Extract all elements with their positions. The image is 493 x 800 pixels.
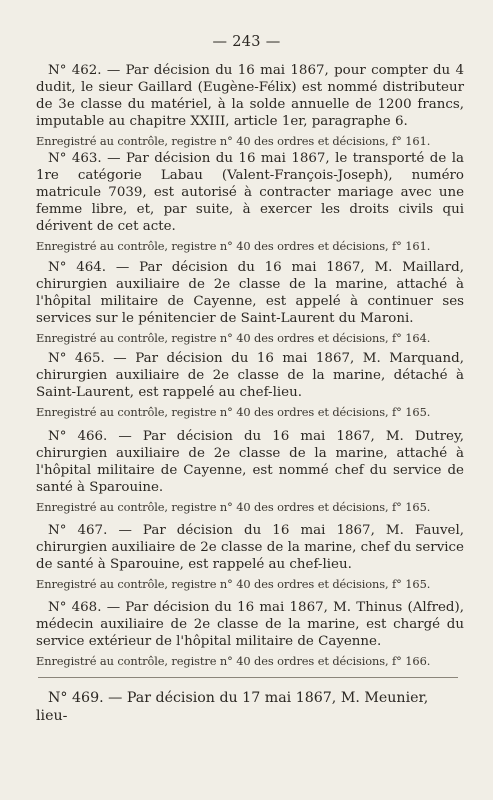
entry-body: — Par décision du 16 mai 1867, M. Thinus (Alfred), médecin auxiliaire de 2e classe de la marine, est chargé du service extérieur de l'hôpital militaire de Cayenne. [36, 600, 464, 649]
entry-number: N° 467. [48, 523, 108, 538]
entry-body: — Par décision du 16 mai 1867, M. Maillard, chirurgien auxiliaire de 2e classe de la marine, attaché à l'hôpital militaire de Cayenne, est appelé à continuer ses services sur le pénitencier de Saint-Laurent du Maroni. [36, 260, 464, 326]
entry-number: N° 463. [48, 151, 102, 166]
entry-paragraph [36, 350, 464, 401]
decision-entry-466 [36, 428, 464, 515]
entry-paragraph [36, 150, 464, 235]
registry-note: Enregistré au contrôle, registre n° 40 des ordres et décisions, f° 161. [36, 239, 431, 253]
entry-body: — Par décision du 16 mai 1867, M. Fauvel, chirurgien auxiliaire de 2e classe de la marine, chef du service de santé à Sparouine, est rappelé au chef-lieu. [36, 523, 465, 572]
decision-entry-465 [36, 350, 464, 420]
entry-number: N° 469. [48, 690, 104, 706]
decision-entry-468 [36, 599, 464, 669]
entry-body: — Par décision du 16 mai 1867, le transporté de la 1re catégorie Labau (Valent-François-Joseph), numéro matricule 7039, est autorisé à contracter mariage avec une femme libre, et, par suite, à exercer les droits civils qui dérivent de cet acte. [36, 151, 465, 234]
decision-entry-463 [36, 150, 464, 254]
decision-entry-462 [36, 62, 464, 149]
entry-number: N° 468. [48, 600, 102, 615]
page-number: — 243 — [212, 34, 281, 50]
entry-number: N° 464. [48, 260, 107, 275]
entry-number: N° 465. [48, 351, 105, 366]
entry-paragraph [36, 428, 464, 496]
entry-paragraph [36, 522, 464, 573]
decision-entry-464 [36, 259, 464, 346]
entry-paragraph [36, 62, 464, 130]
entry-body: — Par décision du 16 mai 1867, M. Dutrey, chirurgien auxiliaire de 2e classe de la marine, attaché à l'hôpital militaire de Cayenne, est nommé chef du service de santé à Sparouine. [36, 429, 464, 495]
decision-entry-467 [36, 522, 464, 592]
entry-number: N° 462. [48, 63, 102, 78]
decision-entry-469 [36, 689, 464, 725]
entry-body: — Par décision du 16 mai 1867, M. Marquand, chirurgien auxiliaire de 2e classe de la marine, détaché à Saint-Laurent, est rappelé au chef-lieu. [36, 351, 464, 400]
registry-note: Enregistré au contrôle, registre n° 40 des ordres et décisions, f° 164. [36, 331, 431, 345]
registry-note: Enregistré au contrôle, registre n° 40 des ordres et décisions, f° 165. [36, 500, 431, 514]
entry-body: — Par décision du 16 mai 1867, pour compter du 4 dudit, le sieur Gaillard (Eugène-Félix) est nommé distributeur de 3e classe du matériel, à la solde annuelle de 1200 francs, imputable au chapitre XXIII, article 1er, paragraphe 6. [36, 63, 464, 129]
entry-body: — Par décision du 17 mai 1867, M. Meunier, lieu- [36, 690, 429, 724]
entry-number: N° 466. [48, 429, 108, 444]
entry-paragraph [36, 599, 464, 650]
registry-note: Enregistré au contrôle, registre n° 40 des ordres et décisions, f° 161. [36, 134, 431, 148]
registry-note: Enregistré au contrôle, registre n° 40 des ordres et décisions, f° 166. [36, 654, 431, 668]
section-divider [38, 677, 458, 678]
entry-paragraph [36, 259, 464, 327]
registry-note: Enregistré au contrôle, registre n° 40 des ordres et décisions, f° 165. [36, 405, 431, 419]
registry-note: Enregistré au contrôle, registre n° 40 des ordres et décisions, f° 165. [36, 577, 431, 591]
